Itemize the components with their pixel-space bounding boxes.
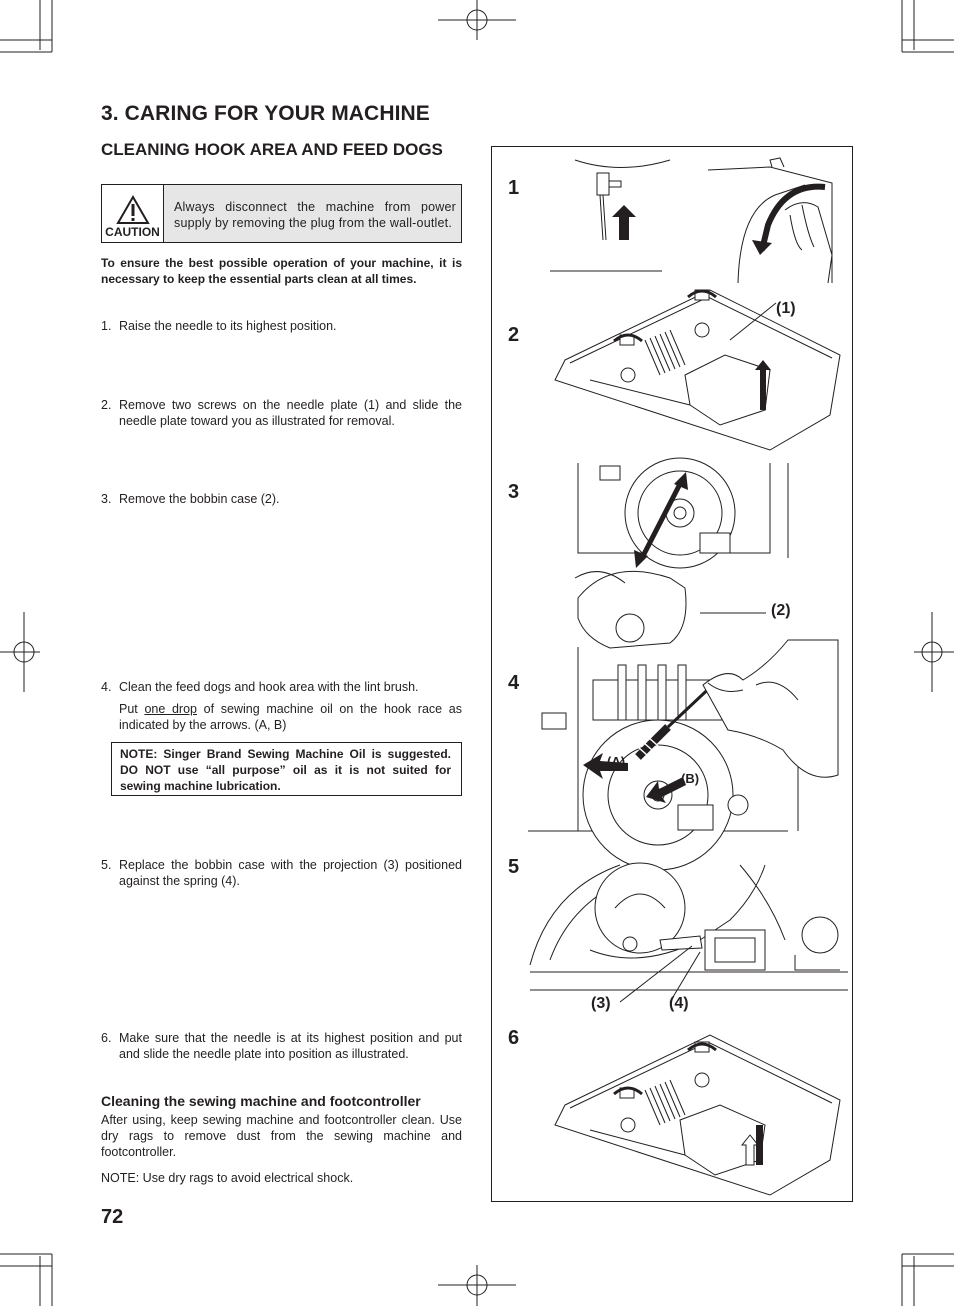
lint-brush-cleaning-illustration: [528, 635, 838, 835]
step-number: 3.: [101, 492, 112, 506]
bobbin-case-removal-illustration: [570, 458, 810, 663]
caution-box: [101, 184, 462, 243]
callout-projection: (3): [591, 995, 611, 1012]
caution-text: Always disconnect the machine from power supply by removing the plug from the wall-outlet.: [164, 185, 461, 242]
figure-step-4-number: 4: [508, 672, 520, 694]
oil-text-after: of sewing machine oil on the hook race as indicated by the arrows. (A, B): [119, 702, 462, 732]
step-4: [101, 679, 462, 695]
needle-raise-illustration: [540, 155, 840, 285]
caution-label: CAUTION: [105, 225, 160, 239]
step-1: [101, 318, 462, 334]
figure-step-6-number: 6: [508, 1027, 520, 1049]
subsection-title: CLEANING HOOK AREA AND FEED DOGS: [101, 140, 443, 159]
figure-step-3-number: 3: [508, 481, 520, 503]
callout-bobbin-case: (2): [771, 602, 791, 619]
step-number: 4.: [101, 680, 112, 694]
callout-spring: (4): [669, 995, 689, 1012]
oil-instruction: [119, 701, 462, 733]
oil-underlined: one drop: [144, 702, 197, 716]
callout-needle-plate: (1): [776, 300, 796, 317]
step-text: Remove two screws on the needle plate (1) and slide the needle plate toward you as illustrated for removal.: [119, 398, 462, 428]
step-3: [101, 491, 462, 507]
step-text: Clean the feed dogs and hook area with the lint brush.: [119, 680, 419, 694]
figure-step-1-number: 1: [508, 177, 520, 199]
step-6: [101, 1030, 462, 1062]
figure-step-5-number: 5: [508, 856, 520, 878]
step-text: Replace the bobbin case with the projection (3) positioned against the spring (4).: [119, 858, 462, 888]
step-number: 2.: [101, 398, 112, 412]
step-2: [101, 397, 462, 429]
needle-plate-removal-illustration: [540, 285, 845, 455]
section-title: 3. CARING FOR YOUR MACHINE: [101, 102, 430, 125]
step-5: [101, 857, 462, 889]
step-text: Remove the bobbin case (2).: [119, 492, 280, 506]
intro-text: To ensure the best possible operation of your machine, it is necessary to keep the essential parts clean at all times.: [101, 256, 462, 286]
needle-plate-replacement-illustration: [540, 1030, 845, 1200]
caution-icon-cell: [102, 185, 164, 242]
step-text: Make sure that the needle is at its highest position and put and slide the needle plate into position as illustrated.: [119, 1031, 462, 1061]
callout-oil-b: (B): [681, 771, 700, 786]
step-number: 5.: [101, 858, 112, 872]
cleaning-note: NOTE: Use dry rags to avoid electrical shock.: [101, 1171, 354, 1185]
cleaning-heading: Cleaning the sewing machine and footcontroller: [101, 1093, 421, 1109]
cleaning-text: After using, keep sewing machine and footcontroller clean. Use dry rags to remove dust from the sewing machine and footcontroller.: [101, 1113, 462, 1159]
callout-oil-a: (A): [607, 754, 626, 769]
oil-note-box: NOTE: Singer Brand Sewing Machine Oil is suggested. DO NOT use “all purpose” oil as it is not suited for sewing machine lubrication.: [111, 742, 462, 796]
bobbin-case-replacement-illustration: [530, 860, 848, 995]
step-number: 6.: [101, 1031, 112, 1045]
figure-step-2-number: 2: [508, 324, 520, 346]
warning-triangle-icon: [116, 195, 150, 225]
step-text: Raise the needle to its highest position.: [119, 319, 337, 333]
page-number: 72: [101, 1206, 124, 1228]
step-number: 1.: [101, 319, 112, 333]
oil-text-before: Put: [119, 702, 145, 716]
